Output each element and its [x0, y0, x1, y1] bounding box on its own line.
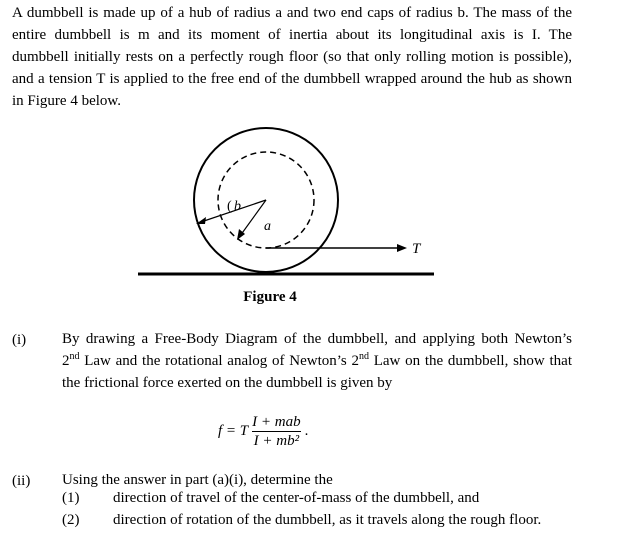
figure-4-diagram [130, 118, 440, 283]
intro-line-1: A dumbbell is made up of a hub of radius a and two end caps of radius b. The mass of the [12, 5, 572, 21]
intro-line-5: in Figure 4 below. [12, 93, 122, 109]
radius-a-line [240, 200, 266, 236]
tension-arrowhead [397, 244, 407, 252]
cap-radius-label-bar: ( [227, 199, 232, 214]
part-ii-item-1-text: direction of travel of the center-of-mass of the dumbbell, and [113, 490, 480, 506]
formula-denominator: I + mb² [253, 433, 300, 449]
part-i-line-3: the frictional force exerted on the dumbbell is given by [62, 375, 393, 391]
intro-line-2: entire dumbbell is m and its moment of inertia about its longitudinal axis is I. The [12, 27, 572, 43]
formula-lhs: f = T [218, 423, 249, 439]
intro-line-4: and a tension T is applied to the free end of the dumbbell wrapped around the hub as shown [12, 71, 572, 87]
part-i-number: (i) [12, 332, 27, 348]
formula-period: . [304, 423, 309, 439]
label-T: T [412, 241, 421, 257]
problem-intro [12, 2, 572, 112]
intro-line-3: dumbbell initially rests on a perfectly rough floor (so that only rolling motion is possible), [12, 49, 572, 65]
part-ii-item-2-number: (2) [62, 512, 80, 528]
part-ii-item-2-text: direction of rotation of the dumbbell, as it travels along the rough floor. [113, 512, 542, 528]
part-i-line-1: By drawing a Free-Body Diagram of the dumbbell, and applying both Newton’s [62, 331, 572, 347]
label-b: b [234, 199, 241, 214]
part-ii-item-1-number: (1) [62, 490, 80, 506]
label-a: a [264, 219, 271, 234]
friction-formula [218, 413, 308, 450]
figure-caption: Figure 4 [243, 289, 297, 305]
part-ii-line-1: Using the answer in part (a)(i), determine the [62, 472, 333, 488]
formula-numerator: I + mab [252, 414, 301, 430]
part-ii-number: (ii) [12, 473, 31, 489]
formula-fraction [250, 413, 302, 450]
part-i-line-2: 2nd Law and the rotational analog of Newton’s 2nd Law on the dumbbell, show that [62, 351, 572, 369]
part-i-body [62, 328, 572, 394]
